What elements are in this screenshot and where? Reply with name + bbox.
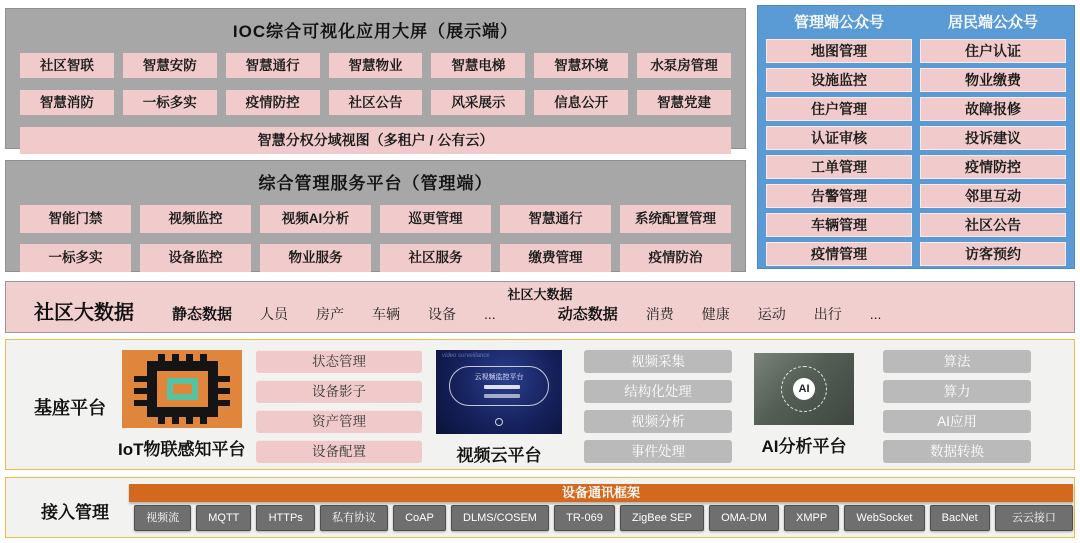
ioc-module-button[interactable]: 智慧消防 <box>20 90 114 115</box>
admin-account-item[interactable]: 车辆管理 <box>766 213 912 237</box>
ioc-module-button[interactable]: 社区智联 <box>20 53 114 78</box>
video-image-title: 云视频监控平台 <box>474 374 524 381</box>
mgmt-module-button[interactable]: 巡更管理 <box>380 205 491 233</box>
access-management-section <box>5 477 1075 538</box>
ai-capability-button[interactable]: 数据转换 <box>883 440 1031 463</box>
dynamic-data-label: 动态数据 <box>557 306 618 323</box>
protocol-button[interactable]: DLMS/COSEM <box>451 505 549 531</box>
location-pin-icon <box>495 418 503 426</box>
admin-account-item[interactable]: 地图管理 <box>766 39 912 63</box>
mgmt-module-button[interactable]: 设备监控 <box>140 244 251 272</box>
admin-account-header: 管理端公众号 <box>793 14 884 31</box>
admin-account-item[interactable]: 告警管理 <box>766 184 912 208</box>
static-data-item: 设备 <box>428 306 457 322</box>
iot-platform-name: IoT物联感知平台 <box>118 440 246 459</box>
mgmt-module-button[interactable]: 视频AI分析 <box>260 205 371 233</box>
ioc-module-button[interactable]: 智慧环境 <box>534 53 628 78</box>
protocol-button[interactable]: HTTPs <box>256 505 314 531</box>
resident-account-item[interactable]: 社区公告 <box>920 213 1066 237</box>
bigdata-label: 社区大数据 <box>34 302 134 324</box>
protocol-button[interactable]: BacNet <box>930 505 990 531</box>
protocol-button[interactable]: WebSocket <box>844 505 924 531</box>
resident-account-item[interactable]: 邻里互动 <box>920 184 1066 208</box>
ioc-module-button[interactable]: 信息公开 <box>534 90 628 115</box>
dynamic-data-item: ... <box>869 306 882 322</box>
ai-platform-image <box>754 353 854 425</box>
ai-badge-icon: AI <box>793 378 815 400</box>
protocol-button[interactable]: OMA-DM <box>709 505 779 531</box>
video-capability-button[interactable]: 事件处理 <box>584 440 732 463</box>
static-data-item: 车辆 <box>372 306 401 322</box>
ioc-module-button[interactable]: 一标多实 <box>123 90 217 115</box>
video-button-column <box>584 350 732 463</box>
video-image-watermark: video surveillance <box>442 353 490 359</box>
ai-button-column <box>883 350 1031 463</box>
resident-account-item[interactable]: 物业缴费 <box>920 68 1066 92</box>
device-comm-framework-bar: 设备通讯框架 <box>129 484 1073 502</box>
video-capability-button[interactable]: 视频分析 <box>584 410 732 433</box>
bigdata-band <box>5 281 1075 333</box>
iot-capability-button[interactable]: 设备影子 <box>256 380 422 403</box>
base-platform-section <box>5 339 1075 470</box>
ioc-module-button[interactable]: 风采展示 <box>431 90 525 115</box>
ai-platform-block <box>754 353 854 457</box>
ioc-module-button[interactable]: 疫情防控 <box>226 90 320 115</box>
protocol-button[interactable]: MQTT <box>196 505 251 531</box>
resident-account-item[interactable]: 故障报修 <box>920 97 1066 121</box>
dynamic-data-item: 健康 <box>701 306 730 322</box>
mgmt-module-button[interactable]: 缴费管理 <box>500 244 611 272</box>
resident-account-item[interactable]: 疫情防控 <box>920 155 1066 179</box>
ioc-display-panel <box>5 8 746 149</box>
base-platform-label: 基座平台 <box>34 398 106 418</box>
ioc-module-button[interactable]: 智慧安防 <box>123 53 217 78</box>
video-platform-block <box>436 350 562 466</box>
iot-capability-button[interactable]: 设备配置 <box>256 440 422 463</box>
admin-account-column <box>766 12 912 260</box>
resident-account-header: 居民端公众号 <box>947 14 1038 31</box>
resident-account-item[interactable]: 住户认证 <box>920 39 1066 63</box>
ai-capability-button[interactable]: AI应用 <box>883 410 1031 433</box>
mgmt-module-button[interactable]: 一标多实 <box>20 244 131 272</box>
dynamic-data-item: 出行 <box>813 306 842 322</box>
iot-button-column <box>256 350 422 463</box>
static-data-label: 静态数据 <box>172 306 233 323</box>
ioc-module-button[interactable]: 水泵房管理 <box>637 53 731 78</box>
ai-capability-button[interactable]: 算力 <box>883 380 1031 403</box>
management-panel-title: 综合管理服务平台（管理端） <box>258 174 493 193</box>
protocol-button[interactable]: 私有协议 <box>320 505 388 531</box>
login-field-line <box>484 394 520 398</box>
ioc-module-button[interactable]: 智慧物业 <box>329 53 423 78</box>
ioc-module-button[interactable]: 智慧电梯 <box>431 53 525 78</box>
iot-capability-button[interactable]: 资产管理 <box>256 410 422 433</box>
iot-platform-block <box>118 350 246 460</box>
bigdata-band-title: 社区大数据 <box>507 287 573 302</box>
wechat-accounts-panel <box>757 5 1075 269</box>
admin-account-item[interactable]: 住户管理 <box>766 97 912 121</box>
dynamic-data-item: 运动 <box>757 306 786 322</box>
admin-account-item[interactable]: 认证审核 <box>766 126 912 150</box>
ai-capability-button[interactable]: 算法 <box>883 350 1031 373</box>
ai-platform-name: AI分析平台 <box>761 437 847 456</box>
resident-account-item[interactable]: 访客预约 <box>920 242 1066 266</box>
resident-account-item[interactable]: 投诉建议 <box>920 126 1066 150</box>
video-platform-name: 视频云平台 <box>456 446 542 465</box>
protocol-button[interactable]: XMPP <box>784 505 839 531</box>
protocol-button[interactable]: 视频流 <box>134 505 191 531</box>
mgmt-module-button[interactable]: 智慧通行 <box>500 205 611 233</box>
protocol-row <box>134 505 1073 531</box>
resident-account-column <box>920 12 1066 260</box>
iot-capability-button[interactable]: 状态管理 <box>256 350 422 373</box>
protocol-button[interactable]: TR-069 <box>554 505 615 531</box>
ioc-module-button[interactable]: 智慧通行 <box>226 53 320 78</box>
management-platform-panel <box>5 160 746 272</box>
static-data-item: 房产 <box>316 306 345 322</box>
iot-chip-icon <box>122 350 242 428</box>
video-capability-button[interactable]: 视频采集 <box>584 350 732 373</box>
mgmt-module-button[interactable]: 物业服务 <box>260 244 371 272</box>
mgmt-module-button[interactable]: 社区服务 <box>380 244 491 272</box>
mgmt-module-button[interactable]: 智能门禁 <box>20 205 131 233</box>
protocol-button[interactable]: ZigBee SEP <box>620 505 704 531</box>
admin-account-item[interactable]: 工单管理 <box>766 155 912 179</box>
video-platform-image <box>436 350 562 434</box>
video-capability-button[interactable]: 结构化处理 <box>584 380 732 403</box>
dynamic-data-item: 消费 <box>645 306 674 322</box>
protocol-button[interactable]: CoAP <box>393 505 446 531</box>
protocol-button[interactable]: 云云接口 <box>995 505 1073 531</box>
mgmt-module-button[interactable]: 系统配置管理 <box>620 205 731 233</box>
admin-account-item[interactable]: 设施监控 <box>766 68 912 92</box>
multi-tenant-view-bar[interactable]: 智慧分权分域视图（多租户 / 公有云） <box>20 127 731 154</box>
mgmt-module-button[interactable]: 视频监控 <box>140 205 251 233</box>
access-management-label: 接入管理 <box>41 503 109 522</box>
admin-account-item[interactable]: 疫情管理 <box>766 242 912 266</box>
management-button-grid <box>20 205 731 272</box>
login-field-line <box>484 385 520 389</box>
ioc-button-grid <box>20 53 731 115</box>
ioc-panel-title: IOC综合可视化应用大屏（展示端） <box>232 22 519 41</box>
ioc-module-button[interactable]: 社区公告 <box>329 90 423 115</box>
ioc-module-button[interactable]: 智慧党建 <box>637 90 731 115</box>
static-data-item: ... <box>484 306 496 322</box>
mgmt-module-button[interactable]: 疫情防治 <box>620 244 731 272</box>
bigdata-band-row <box>6 296 1074 325</box>
static-data-item: 人员 <box>260 306 289 322</box>
